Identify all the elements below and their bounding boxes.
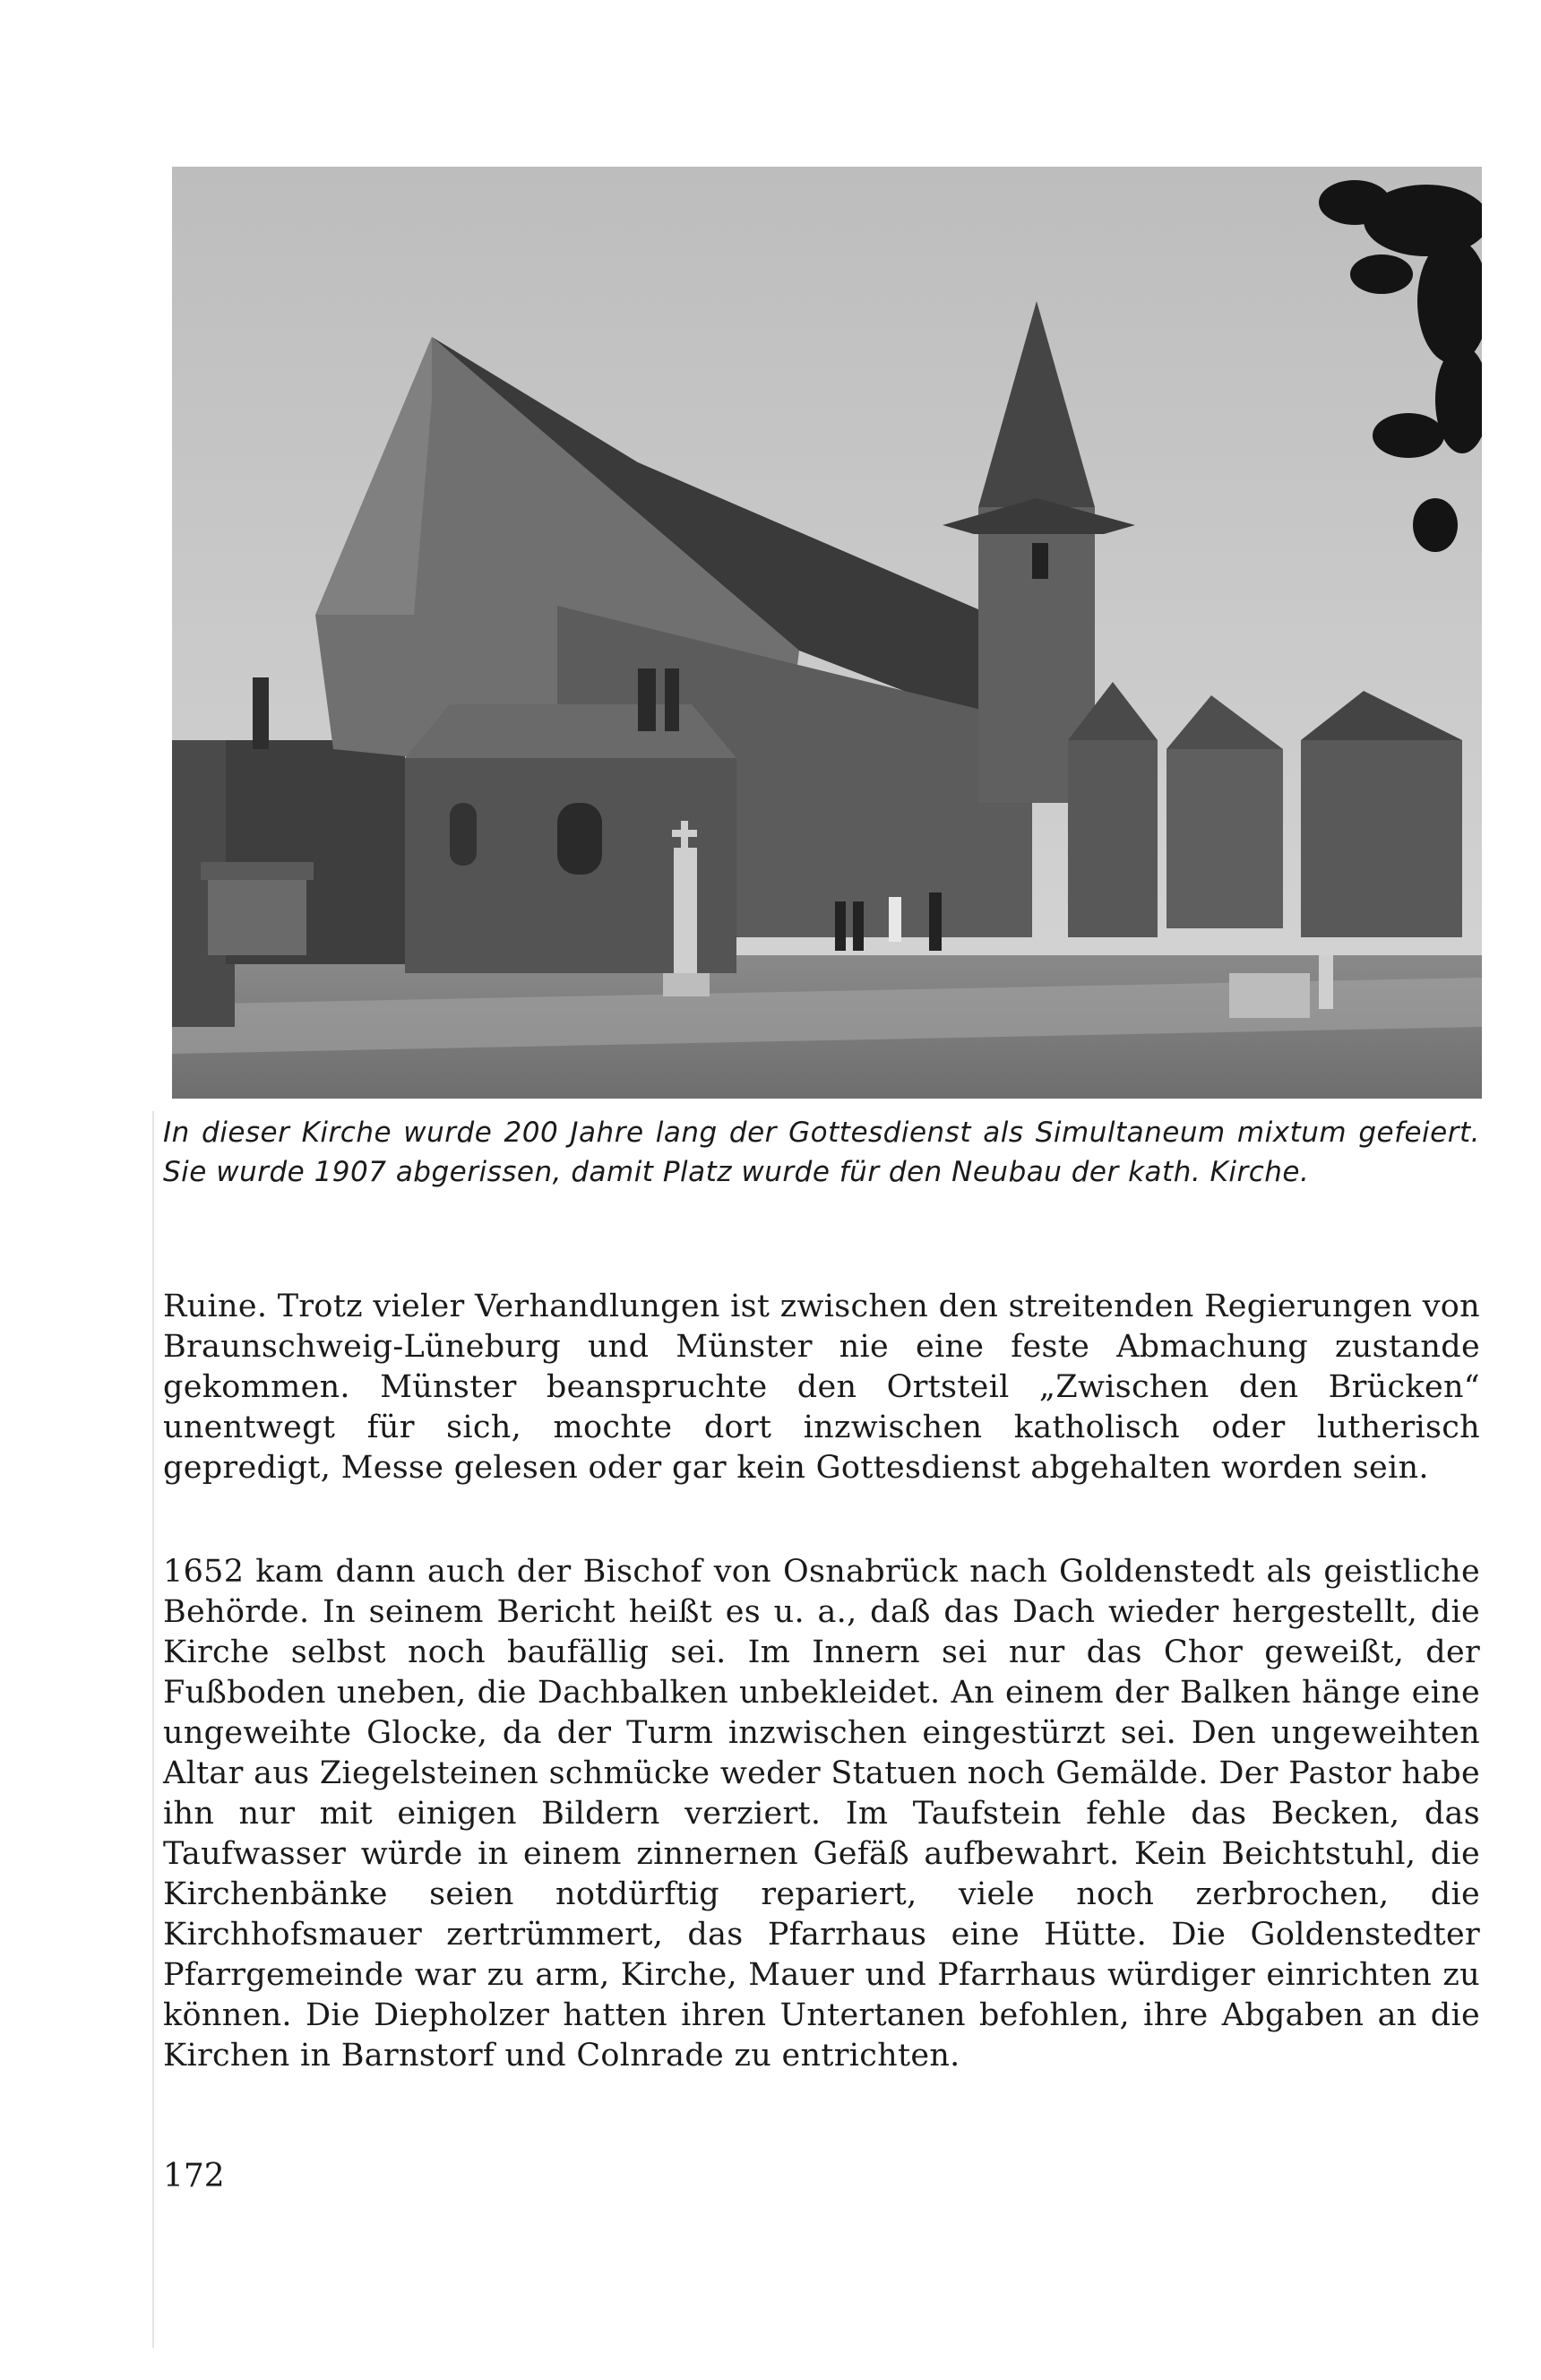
church-illustration — [172, 167, 1482, 1099]
body-paragraph: 1652 kam dann auch der Bischof von Osnabrück nach Goldenstedt als geistliche Behörde. In seinem Bericht heißt es u. a., daß das Dach wieder hergestellt, die Kirche selbst noch baufällig sei. Im Innern sei nur das Chor geweißt, der Fußboden uneben, die Dachbalken unbekleidet. An einem der Balken hänge eine ungeweihte Glocke, da der Turm inzwischen eingestürzt sei. Den ungeweihten Altar aus Ziegelsteinen schmücke weder Statuen noch Gemälde. Der Pastor habe ihn nur mit einigen Bildern verziert. Im Taufstein fehle das Becken, das Taufwasser würde in einem zinnernen Gefäß aufbewahrt. Kein Beichtstuhl, die Kirchenbänke seien notdürftig repariert, viele noch zerbrochen, die Kirchhofsmauer zertrümmert, das Pfarrhaus eine Hütte. Die Goldenstedter Pfarrgemeinde war zu arm, Kirche, Mauer und Pfarrhaus würdiger einrichten zu können. Die Diepholzer hatten ihren Untertanen befohlen, ihre Abgaben an die Kirchen in Barnstorf und Colnrade zu entrichten. — [163, 1554, 1480, 2074]
body-paragraph: Ruine. Trotz vieler Verhandlungen ist zwischen den streitenden Regierungen von Braunschweig-Lüneburg und Münster nie eine feste Abmachung zustande gekommen. Münster beanspruchte den Ortsteil „Zwischen den Brücken“ unentwegt für sich, mochte dort inzwischen katholisch oder lutherisch gepredigt, Messe gelesen oder gar kein Gottesdienst abgehalten worden sein. — [163, 1289, 1480, 1486]
page-number: 172 — [163, 2158, 225, 2195]
church-photograph — [172, 167, 1482, 1099]
figure-caption: In dieser Kirche wurde 200 Jahre lang der Gottesdienst als Simultaneum mixtum gefeiert. Sie wurde 1907 abgerissen, damit Platz wurde für den Neubau der kath. Kirche. — [163, 1117, 1480, 1188]
margin-rule — [152, 1111, 154, 2348]
